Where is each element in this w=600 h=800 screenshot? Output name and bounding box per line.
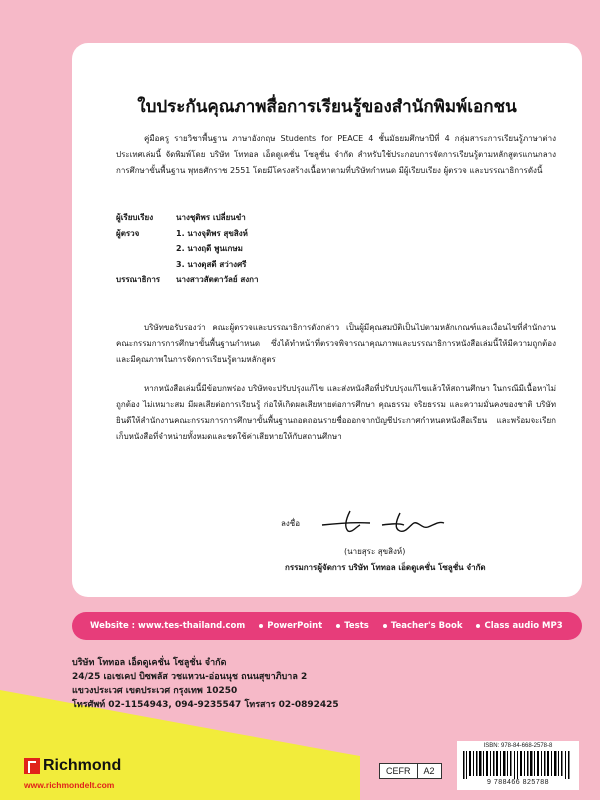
banner-item: Class audio MP3 [476,621,562,631]
banner-item: PowerPoint [259,621,322,631]
publisher-address [72,656,339,712]
liability-paragraph: หากหนังสือเล่มนี้มีข้อบกพร่อง บริษัทจะปรับปรุงแก้ไข และส่งหนังสือที่ปรับปรุงแก้ไขแล้วให้สถานศึกษา ในกรณีมีเนื้อหาไม่ถูกต้อง ไม่เหมาะสม มีผลเสียต่อการเรียนรู้ ก่อให้เกิดผลเสียหายต่อการศึกษา คุณธรรม จริยธรรม และความมั่นคงของชาติ บริษัทยินดีให้สำนักงานคณะกรรมการการศึกษาขั้นพื้นฐานถอดถอนรายชื่อออกจากบัญชีประกาศกำหนดหนังสือเรียน และพร้อมจะเรียกเก็บหนังสือที่จำหน่ายทั้งหมดและชดใช้ค่าเสียหายให้กับสถานศึกษา [116,384,556,441]
staff-row: 3. นางดุสดี สว่างศรี [176,259,247,269]
isbn-text: ISBN: 978-84-668-2578-8 [483,743,553,749]
address-line: โทรศัพท์ 02-1154943, 094-9235547 โทรสาร 02-0892425 [72,700,339,710]
address-line: บริษัท โททอล เอ็ดดูเคชั่น โซลูชั่น จำกัด [72,658,227,668]
richmond-logo [24,757,121,775]
cefr-badge [379,763,442,779]
certificate-title: ใบประกันคุณภาพสื่อการเรียนรู้ของสำนักพิมพ์เอกชน [137,97,517,117]
cefr-level: A2 [417,764,441,778]
signer-title: กรรมการผู้จัดการ บริษัท โททอล เอ็ดดูเคชั่น โซลูชั่น จำกัด [285,563,486,572]
address-line: 24/25 เอเชเคป บิซพลัส วชแหวน-อ่อนนุช ถนนสุขาภิบาล 2 [72,672,308,682]
logo-text: Richmond [43,757,122,774]
publisher-url[interactable]: www.richmondelt.com [24,780,115,790]
banner-item: Tests [336,621,369,631]
cefr-label: CEFR [386,766,411,776]
quality-certificate-card [72,43,582,597]
signature-image [320,503,450,539]
barcode-icon [461,751,575,779]
staff-row: 2. นางฤดี พูนเกษม [176,244,243,254]
richmond-logo-icon [24,758,40,774]
address-line: แขวงประเวศ เขตประเวศ กรุงเทพ 10250 [72,686,238,696]
bullet-icon [259,624,263,628]
certification-paragraph: บริษัทขอรับรองว่า คณะผู้ตรวจและบรรณาธิการดังกล่าว เป็นผู้มีคุณสมบัติเป็นไปตามหลักเกณฑ์และเงื่อนไขที่สำนักงานคณะกรรมการการศึกษาขั้นพื้นฐานกำหนด ซึ่งได้ทำหน้าที่ตรวจพิจารณาคุณภาพและบรรณาธิการหนังสือเล่มนี้ให้มีความถูกต้องและมีคุณภาพในการจัดการเรียนรู้ตามหลักสูตร [116,323,556,364]
sign-label: ลงชื่อ [281,519,301,528]
staff-list [116,210,259,288]
bullet-icon [336,624,340,628]
signature-block [72,503,582,593]
website-text[interactable]: Website : www.tes-thailand.com [90,621,246,631]
barcode-number: 9 788466 825788 [487,779,549,786]
signer-name: (นายสุระ สุขสิงห์) [344,547,406,556]
isbn-barcode [457,741,579,790]
staff-row: ผู้เรียบเรียง นางชุติพร เปลี่ยนขำ [116,213,246,223]
bullet-icon [476,624,480,628]
staff-row: บรรณาธิการ นางสาวสัตตาวัลย์ สงกา [116,275,259,285]
resources-banner [72,612,582,640]
intro-paragraph: คู่มือครู รายวิชาพื้นฐาน ภาษาอังกฤษ Students for PEACE 4 ชั้นมัธยมศึกษาปีที่ 4 กลุ่มสาระการเรียนรู้ภาษาต่างประเทศเล่มนี้ จัดพิมพ์โดย บริษัท โททอล เอ็ดดูเคชั่น โซลูชั่น จำกัด สำหรับใช้ประกอบการจัดการเรียนรู้ตามหลักสูตรแกนกลางการศึกษาขั้นพื้นฐาน พุทธศักราช 2551 โดยมีโครงสร้างเนื้อหาตามที่บริษัทกำหนด มีผู้เรียบเรียง ผู้ตรวจ และบรรณาธิการดังนี้ [116,134,556,175]
banner-item: Teacher's Book [383,621,463,631]
staff-row: ผู้ตรวจ 1. นางจุติพร สุขสิงห์ [116,228,248,238]
bullet-icon [383,624,387,628]
